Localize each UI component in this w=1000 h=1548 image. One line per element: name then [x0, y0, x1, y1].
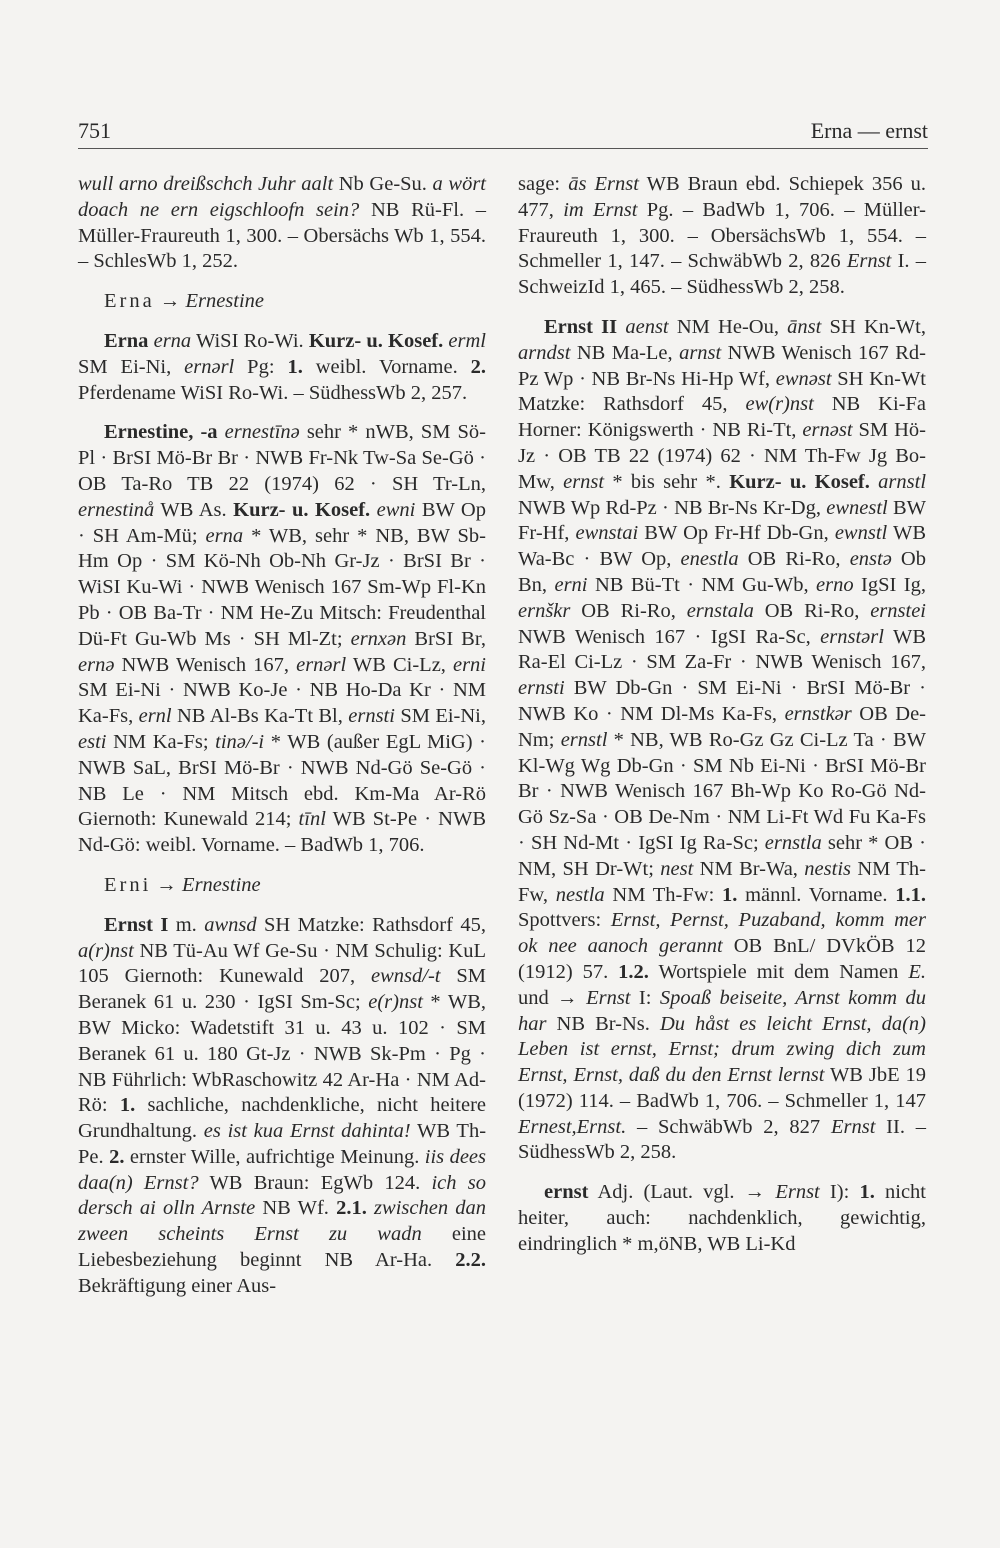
dictionary-entry: Ernestine, -a ernestīnə sehr * nWB, SM Sö-Pl · BrSI Mö-Br Br · NWB Fr-Nk Tw-Sa Se-Gö · OB Ta-Ro TB 22 (1974) 62 · SH Tr-Ln, ernestinå WB As. Kurz- u. Kosef. ewni BW Op · SH Am-Mü; erna * WB, sehr * NB, BW Sb-Hm Op · SM Kö-Nh Ob-Nh Gr-Jz · BrSI Br · WiSI Ku-Wi · NWB Wenisch 167 Sm-Wp Fl-Kn Pb · OB Ba-Tr · NM He-Zu Mitsch: Freudenthal Dü-Ft Gu-Wb Ms · SH Ml-Zt; ernxən BrSI Br, ernə NWB Wenisch 167, ernərl WB Ci-Lz, erni SM Ei-Ni · NWB Ko-Je · NB Ho-Da Kr · NM Ka-Fs, ernl NB Al-Bs Ka-Tt Bl, ernsti SM Ei-Ni, esti NM Ka-Fs; tinə/-i * WB (außer EgL MiG) · NWB SaL, BrSI Mö-Br · NWB Nd-Gö Se-Gö · NB Le · NM Mitsch ebd. Km-Ma Ar-Rö Giernoth: Kunewald 214; tīnl WB St-Pe · NWB Nd-Gö: weibl. Vorname. – BadWb 1, 706. [78, 421, 487, 857]
dictionary-entry: Ernst I m. awnsd SH Matzke: Rathsdorf 45, a(r)nst NB Tü-Au Wf Ge-Su · NM Schulig: KuL 105 Giernoth: Kunewald 207, ewnsd/-t SM Beranek 61 u. 230 · IgSI Sm-Sc; e(r)nst * WB, BW Micko: Wadetstift 31 u. 43 u. 102 · SM Beranek 61 u. 180 Gt-Jz · NWB Sk-Pm · Pg · NB Führlich: WbRaschowitz 42 Ar-Ha · NM Ad-Rö: 1. sachliche, nachdenkliche, nicht heitere Grundhaltung. es ist kua Ernst dahinta! WB Th-Pe. 2. ernster Wille, aufrichtige Meinung. iis dees daa(n) Ernst? WB Braun: EgWb 124. ich so dersch ai olln Arnste NB Wf. 2.1. zwischen dan zween scheints Ernst zu wadn eine Liebesbeziehung beginnt NB Ar-Ha. 2.2. Bekräftigung einer Aus- [78, 913, 487, 1297]
dictionary-entry: Ernst II aenst NM He-Ou, ānst SH Kn-Wt, arndst NB Ma-Le, arnst NWB Wenisch 167 Rd-Pz Wp · NB Br-Ns Hi-Hp Wf, ewnəst SH Kn-Wt Matzke: Rathsdorf 45, ew(r)nst NB Ki-Fa Horner: Königswerth · NB Ri-Tt, ernəst SM Hö-Jz · OB TB 22 (1974) 62 · NM Th-Fw Jg Bo-Mw, ernst * bis sehr *. Kurz- u. Kosef. arnstl NWB Wp Rd-Pz · NB Br-Ns Kr-Dg, ewnestl BW Fr-Hf, ewnstai BW Op Fr-Hf Db-Gn, ewnstl WB Wa-Bc · BW Op, enestla OB Ri-Ro, enstə Ob Bn, erni NB Bü-Tt · NM Gu-Wb, erno IgSI Ig, ernškr OB Ri-Ro, ernstala OB Ri-Ro, ernstei NWB Wenisch 167 · IgSI Ra-Sc, ernstərl WB Ra-El Ci-Lz · SM Za-Fr · NWB Wenisch 167, ernsti BW Db-Gn · SM Ei-Ni · BrSI Mö-Br · NWB Ko · NM Dl-Ms Ka-Fs, ernstkər OB De-Nm; ernstl * NB, WB Ro-Gz Gz Ci-Lz Ta · BW Kl-Wg Wg Db-Gn · SM Nb Ei-Ni · BrSI Mö-Br Br · NWB Wenisch 167 Bh-Wp Ko Ro-Gö Nd-Gö Sz-Sa · OB De-Nm · NM Li-Ft Wd Fu Ka-Fs · SH Nd-Mt · IgSI Ig Ra-Sc; ernstla sehr * OB · NM, SH Dr-Wt; nest NM Br-Wa, nestis NM Th-Fw, nestla NM Th-Fw: 1. männl. Vorname. 1.1. Spottvers: Ernst, Pernst, Puzaband, komm mer ok nee aanoch gerannt OB BnL/ DVkÖB 12 (1912) 57. 1.2. Wortspiele mit dem Namen E. und → Ernst I: Spoaß beiseite, Arnst komm du har NB Br-Ns. Du håst es leicht Ernst, da(n) Leben ist ernst, Ernst; drum zwing dich zum Ernst, Ernst, daß du den Ernst lernst WB JbE 19 (1972) 114. – BadWb 1, 706. – Schmeller 1, 147 Ernest,Ernst. – SchwäbWb 2, 827 Ernst II. – SüdhessWb 2, 258. [518, 315, 927, 1164]
cross-reference: Erna → Ernestine [104, 290, 265, 313]
cross-reference: Erni → Ernestine [104, 873, 261, 896]
page-header [78, 108, 928, 149]
entry-continuation: wull arno dreißschch Juhr aalt Nb Ge-Su. a wört doach ne ern eigschloofn sein? NB Rü-Fl. – Müller-Fraureuth 1, 300. – Obersächs Wb 1, 554. – SchlesWb 1, 252. [78, 173, 486, 273]
left-column [78, 172, 486, 1314]
dictionary-entry: Erna erna WiSI Ro-Wi. Kurz- u. Kosef. erml SM Ei-Ni, ernərl Pg: 1. weibl. Vorname. 2. Pferdename WiSI Ro-Wi. – SüdhessWb 2, 257. [78, 329, 486, 404]
dictionary-entry: ernst Adj. (Laut. vgl. → Ernst I): 1. nicht heiter, auch: nachdenklich, gewichtig, eindringlich * m,öNB, WB Li-Kd [518, 1181, 926, 1255]
running-title: Erna — ernst [810, 118, 928, 143]
entry-continuation: sage: ās Ernst WB Braun ebd. Schiepek 356 u. 477, im Ernst Pg. – BadWb 1, 706. – Müller-Fraureuth 1, 300. – ObersächsWb 1, 554. – Schmeller 1, 147. – SchwäbWb 2, 826 Ernst I. – SchweizId 1, 465. – SüdhessWb 2, 258. [518, 173, 927, 299]
page-number: 751 [78, 118, 111, 143]
right-column [518, 172, 926, 1272]
